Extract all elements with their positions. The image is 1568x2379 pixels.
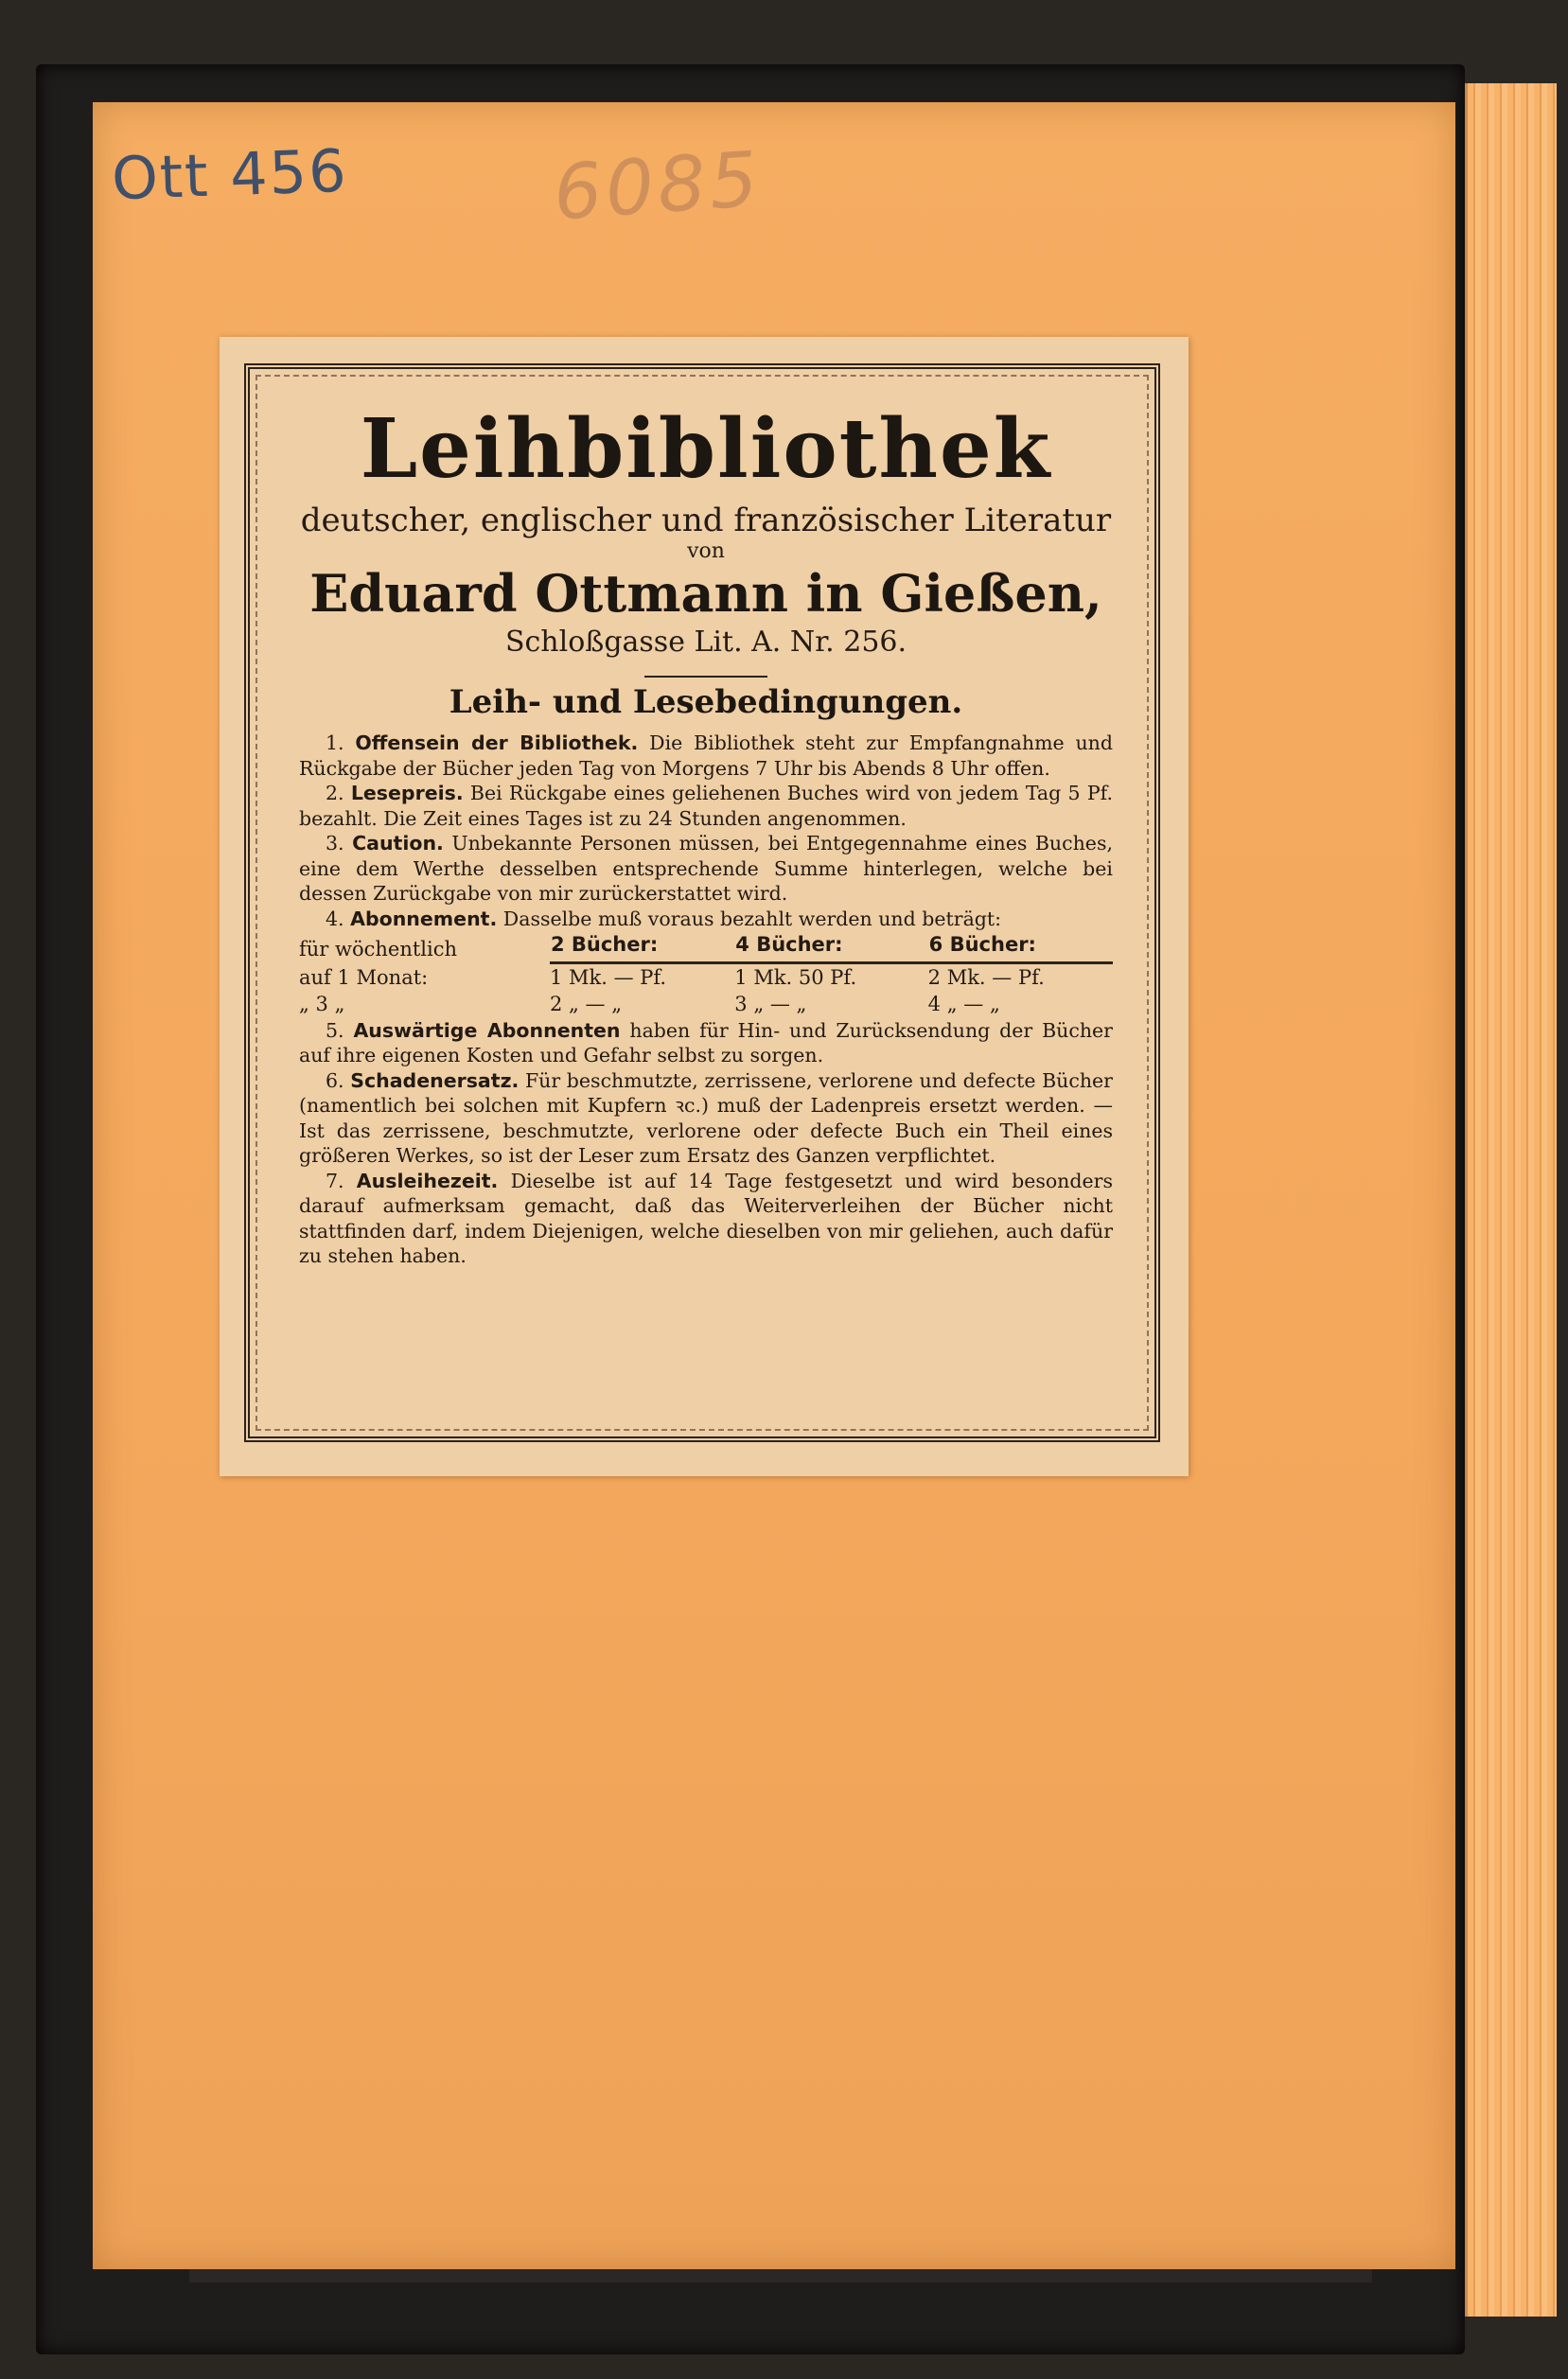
price-header: 6 Bücher:	[928, 931, 1113, 962]
rule-6: 6. Schadenersatz. Für beschmutzte, zerrissene, verlorene und defecte Bücher (namentlich bei solchen mit Kupfern ꝛc.) muß der Ladenpreis ersetzt werden. — Ist das zerrissene, beschmutzte, verlorene oder defecte Buch ein Theil eines größeren Werkes, so ist der Leser zum Ersatz des Ganzen verpflichtet.	[299, 1068, 1113, 1168]
label-subtitle: deutscher, englischer und französischer Literatur	[300, 502, 1112, 540]
price-cell: 2 Mk. — Pf.	[927, 965, 1045, 989]
conditions-text	[299, 731, 1113, 1269]
price-header: 2 Bücher:	[550, 931, 734, 962]
price-row	[299, 991, 1113, 1018]
rule-4: 4. Abonnement. Dasselbe muß voraus bezahlt werden und beträgt:	[326, 907, 1002, 930]
price-cell: 3 „ — „	[734, 993, 807, 1016]
price-cell: „ 3 „	[299, 993, 345, 1016]
handwritten-shelfmark: Ott 456	[110, 135, 349, 214]
price-lead: für wöchentlich	[299, 937, 458, 960]
conditions-heading: Leih- und Lesebedingungen.	[449, 683, 963, 722]
label-title: Leihbibliothek	[360, 401, 1052, 497]
price-table	[299, 931, 1113, 1018]
price-cell: 4 „ — „	[927, 993, 1000, 1016]
rule-2: 2. Lesepreis. Bei Rückgabe eines geliehenen Buches wird von jedem Tag 5 Pf. bezahlt. Die Zeit eines Tages ist zu 24 Stunden angenommen.	[299, 782, 1113, 830]
library-label	[220, 337, 1189, 1476]
board-bottom-edge	[189, 2269, 1372, 2282]
price-header: 4 Bücher:	[734, 931, 927, 962]
label-von: von	[687, 539, 725, 564]
handwritten-number: 6085	[551, 134, 765, 238]
rule-7: 7. Ausleihezeit. Dieselbe ist auf 14 Tage festgesetzt und wird besonders darauf aufmerksam gemacht, daß das Weiterverleihen der Bücher nicht stattfinden darf, indem Diejenigen, welche dieselben von mir geliehen, auch dafür zu stehen haben.	[299, 1169, 1113, 1268]
price-cell: 1 Mk. — Pf.	[549, 965, 667, 989]
price-row	[299, 962, 1113, 991]
price-cell: 2 „ — „	[549, 993, 623, 1016]
label-owner: Eduard Ottmann in Gießen,	[309, 563, 1102, 625]
rule-1: 1. Offensein der Bibliothek. Die Bibliothek steht zur Empfangnahme und Rückgabe der Bücher jeden Tag von Morgens 7 Uhr bis Abends 8 Uhr offen.	[299, 731, 1113, 780]
ornamental-frame	[244, 363, 1160, 1442]
price-cell: auf 1 Monat:	[299, 965, 429, 989]
rule-3: 3. Caution. Unbekannte Personen müssen, bei Entgegennahme eines Buches, eine dem Werthe desselben entsprechende Summe hinterlegen, welche bei dessen Zurückgabe von mir zurückerstattet wird.	[299, 832, 1113, 906]
price-cell: 1 Mk. 50 Pf.	[734, 965, 857, 989]
rule-5: 5. Auswärtige Abonnenten haben für Hin- und Zurücksendung der Bücher auf ihre eigenen Kosten und Gefahr selbst zu sorgen.	[299, 1018, 1113, 1067]
label-address: Schloßgasse Lit. A. Nr. 256.	[504, 626, 907, 660]
page-block-edge	[1465, 83, 1557, 2317]
divider	[644, 676, 767, 678]
price-table-header	[299, 931, 1113, 962]
